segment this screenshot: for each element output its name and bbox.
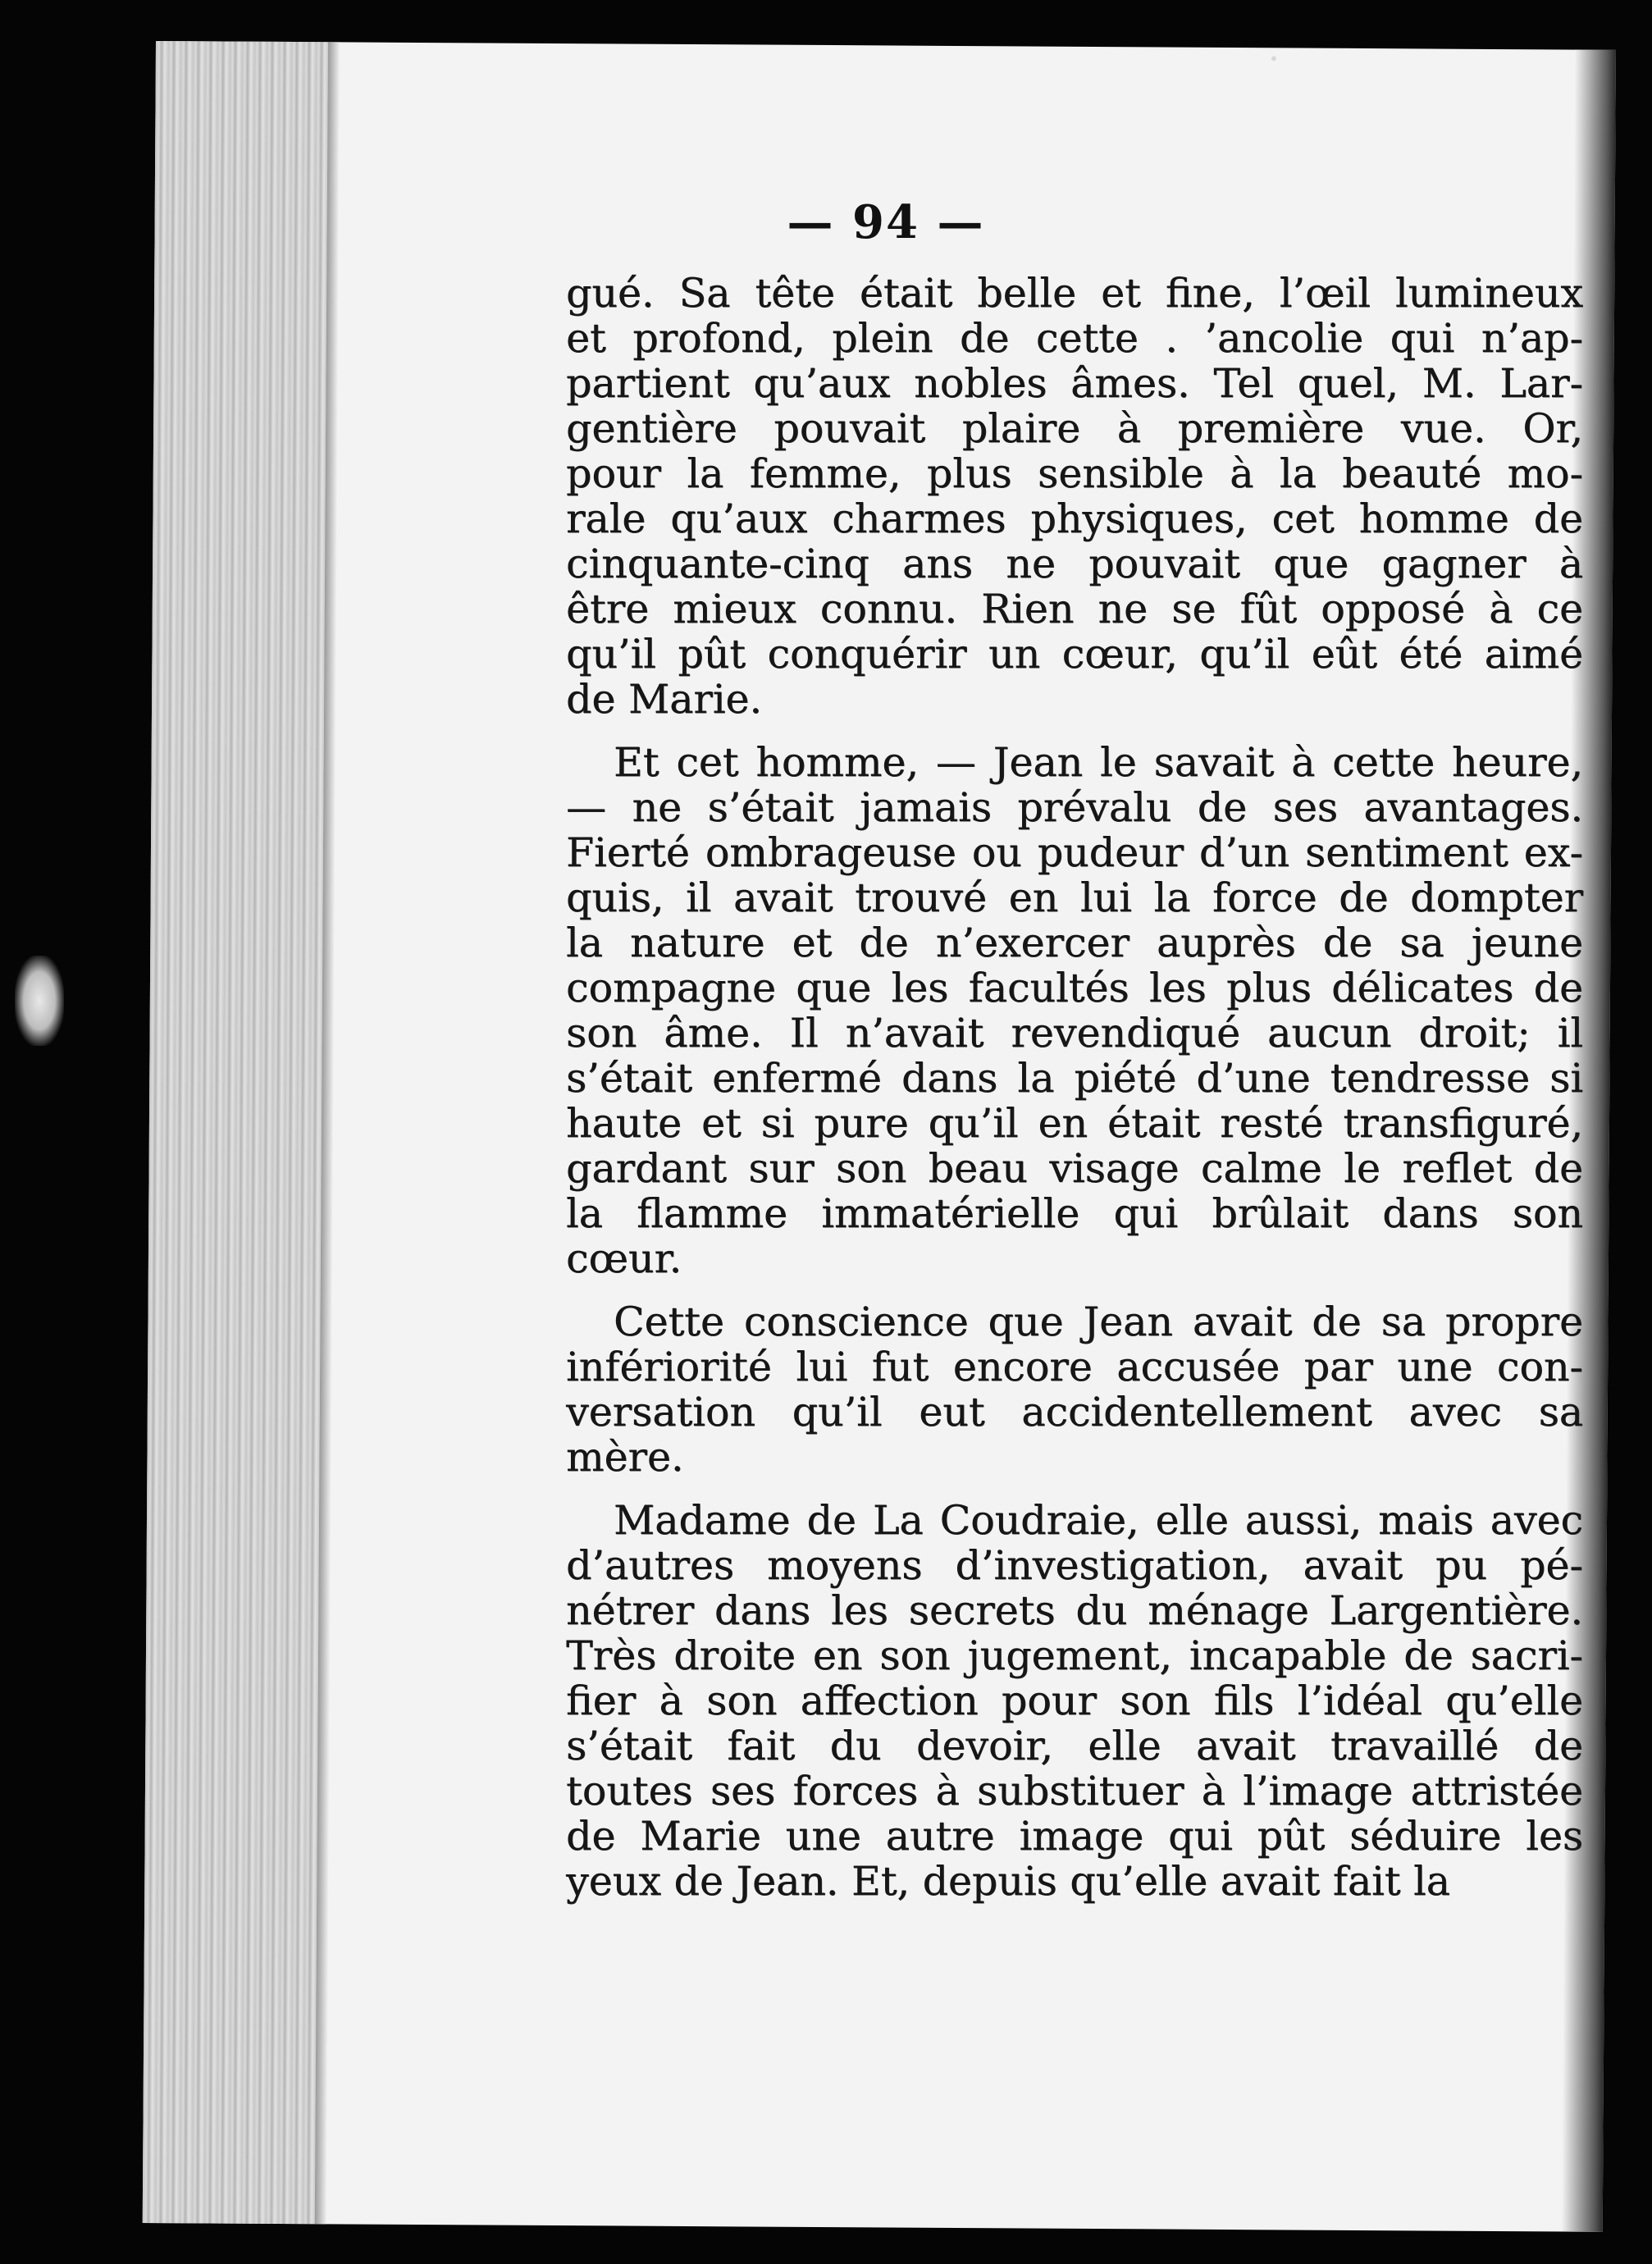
text-line: Fierté ombrageuse ou pudeur d’un sentiment ex-	[566, 829, 1583, 876]
text-line: mère.	[566, 1434, 684, 1481]
text-line: Très droite en son jugement, incapable de sacri-	[566, 1632, 1583, 1679]
text-line: être mieux connu. Rien ne se fût opposé à ce	[566, 586, 1583, 632]
text-line: son âme. Il n’avait revendiqué aucun droit; il	[566, 1010, 1583, 1057]
text-line: d’autres moyens d’investigation, avait pu pé-	[566, 1542, 1583, 1589]
text-line: partient qu’aux nobles âmes. Tel quel, M. Lar-	[566, 360, 1583, 407]
page-number: — 94 —	[787, 195, 985, 249]
text-line: nétrer dans les secrets du ménage Largentière.	[566, 1587, 1583, 1634]
text-line: Et cet homme, — Jean le savait à cette heure,	[614, 739, 1583, 786]
paragraph	[566, 1498, 1583, 1904]
text-line: fier à son affection pour son fils l’idéal qu’elle	[566, 1677, 1583, 1724]
paragraph	[566, 740, 1583, 1281]
text-line: pour la femme, plus sensible à la beauté mo-	[566, 450, 1583, 497]
text-line: s’était fait du devoir, elle avait travaillé de	[566, 1723, 1583, 1769]
text-line: gardant sur son beau visage calme le reflet de	[566, 1145, 1583, 1192]
text-line: yeux de Jean. Et, depuis qu’elle avait fait la	[566, 1858, 1450, 1905]
text-line: de Marie une autre image qui pût séduire les	[566, 1813, 1583, 1860]
paragraph-gap	[566, 1281, 1583, 1299]
text-line: — ne s’était jamais prévalu de ses avantages.	[566, 784, 1583, 831]
text-line: gué. Sa tête était belle et fine, l’œil lumineux	[566, 270, 1583, 317]
text-line: versation qu’il eut accidentellement avec sa	[566, 1389, 1583, 1436]
paragraph	[566, 271, 1583, 722]
text-line: cinquante-cinq ans ne pouvait que gagner à	[566, 541, 1583, 587]
text-line: Madame de La Coudraie, elle aussi, mais avec	[614, 1497, 1583, 1544]
binding-gutter	[143, 41, 328, 2224]
body-text	[566, 271, 1583, 1904]
text-line: la nature et de n’exercer auprès de sa jeune	[566, 920, 1583, 966]
paragraph-gap	[566, 722, 1583, 740]
text-line: qu’il pût conquérir un cœur, qu’il eût été aimé	[566, 631, 1583, 678]
scan-stain	[15, 956, 64, 1046]
text-line: rale qu’aux charmes physiques, cet homme de	[566, 495, 1583, 542]
text-line: toutes ses forces à substituer à l’image attristée	[566, 1768, 1583, 1814]
text-line: la flamme immatérielle qui brûlait dans son	[566, 1190, 1583, 1237]
text-line: infériorité lui fut encore accusée par une con-	[566, 1344, 1583, 1390]
paragraph-gap	[566, 1480, 1583, 1498]
text-line: Cette conscience que Jean avait de sa propre	[614, 1299, 1583, 1345]
text-line: et profond, plein de cette . ’ancolie qui n’ap-	[566, 315, 1583, 362]
paragraph	[566, 1299, 1583, 1480]
text-line: compagne que les facultés les plus délicates de	[566, 965, 1583, 1011]
text-line: quis, il avait trouvé en lui la force de dompter	[566, 874, 1583, 921]
text-line: de Marie.	[566, 676, 762, 723]
scan-speck	[1271, 56, 1276, 61]
text-line: s’était enfermé dans la piété d’une tendresse si	[566, 1055, 1583, 1102]
text-line: gentière pouvait plaire à première vue. Or,	[566, 405, 1583, 452]
text-line: cœur.	[566, 1235, 682, 1282]
text-line: haute et si pure qu’il en était resté transfiguré,	[566, 1100, 1583, 1147]
